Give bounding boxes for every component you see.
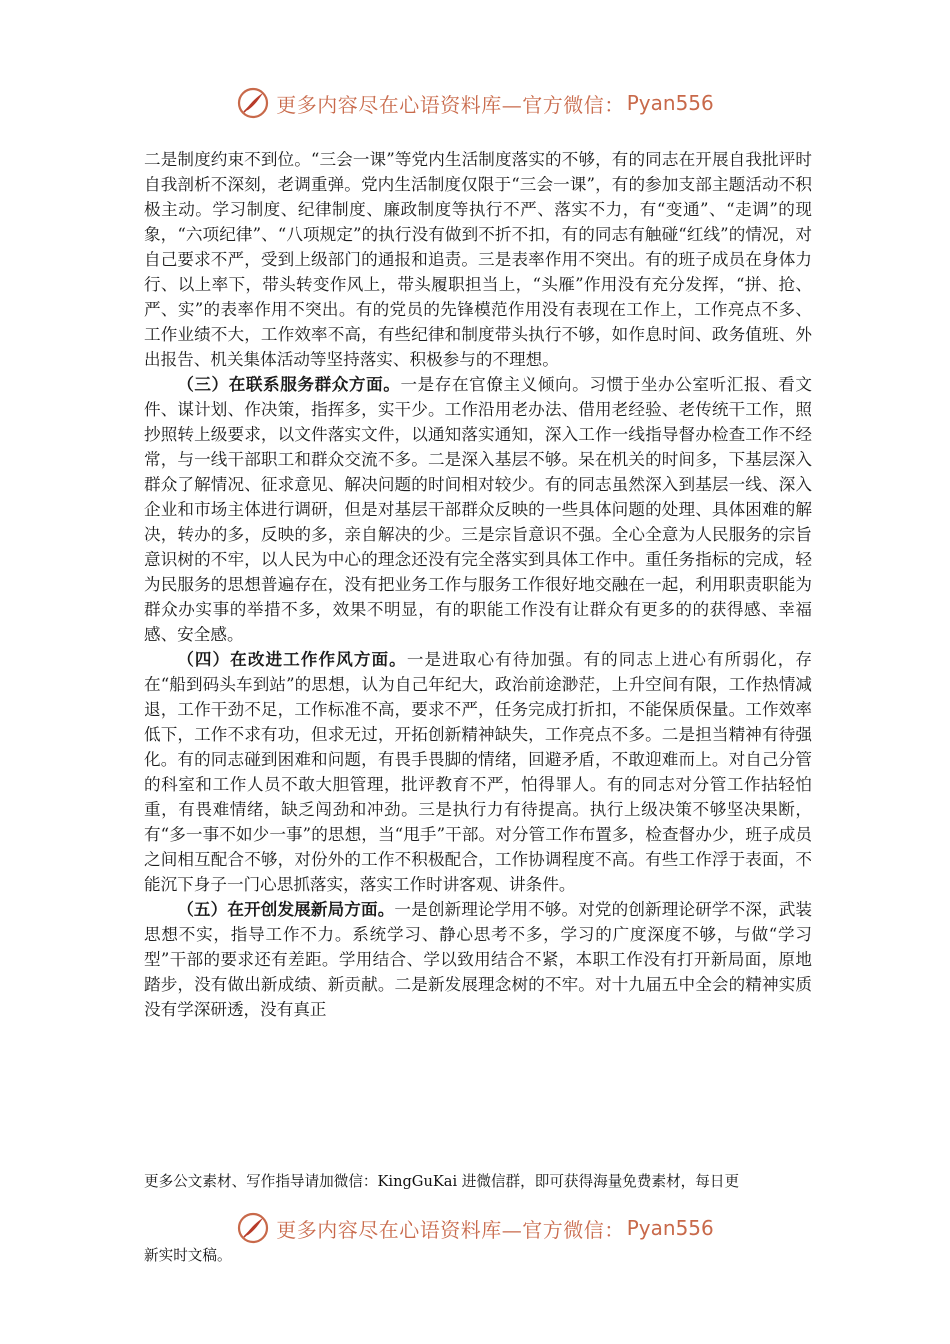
paragraph xyxy=(144,897,812,1022)
section-heading: （四）在改进工作作风方面。 xyxy=(177,649,407,669)
watermark-wechat-id: Pyan556 xyxy=(626,91,714,115)
feather-pen-seal-icon xyxy=(236,1211,270,1245)
watermark-text: 更多内容尽在心语资料库—官方微信： xyxy=(276,92,625,117)
paragraph-text: 一是创新理论学用不够。对党的创新理论研学不深，武装思想不实，指导工作不力。系统学习、静心思考不多，学习的广度深度不够，与做“学习型”干部的要求还有差距。学用结合、学以致用结合不紧，本职工作没有打开新局面，原地踏步，没有做出新成绩、新贡献。二是新发展理念树的不牢。对十九届五中全会的精神实质没有学深研透，没有真正 xyxy=(144,900,813,1019)
watermark-wechat-id: Pyan556 xyxy=(626,1216,714,1240)
feather-pen-seal-icon xyxy=(236,86,270,120)
footer-note-continued: 新实时文稿。 xyxy=(144,1247,232,1264)
header-watermark-banner xyxy=(0,81,950,125)
footer-watermark-banner xyxy=(0,1206,950,1250)
paragraph: 二是制度约束不到位。“三会一课”等党内生活制度落实的不够，有的同志在开展自我批评时自我剖析不深刻，老调重弹。党内生活制度仅限于“三会一课”，有的参加支部主题活动不积极主动。学习制度、纪律制度、廉政制度等执行不严、落实不力，有“变通”、“走调”的现象，“六项纪律”、“八项规定”的执行没有做到不折不扣，有的同志有触碰“红线”的情况，对自己要求不严，受到上级部门的通报和追责。三是表率作用不突出。有的班子成员在身体力行、以上率下，带头转变作风上，带头履职担当上，“头雁”作用没有充分发挥，“拼、抢、严、实”的表率作用不突出。有的党员的先锋模范作用没有表现在工作上，工作亮点不多、工作业绩不大，工作效率不高，有些纪律和制度带头执行不够，如作息时间、政务值班、外出报告、机关集体活动等坚持落实、积极参与的不理想。 xyxy=(144,150,812,369)
watermark-text: 更多内容尽在心语资料库—官方微信： xyxy=(276,1217,625,1242)
paragraph-text: 一是进取心有待加强。有的同志上进心有所弱化，存在“船到码头车到站”的思想，认为自己年纪大，政治前途渺茫，上升空间有限，工作热情减退，工作干劲不足，工作标准不高，要求不严，任务完成打折扣，不能保质保量。工作效率低下，工作不求有功，但求无过，开拓创新精神缺失，工作亮点不多。二是担当精神有待强化。有的同志碰到困难和问题，有畏手畏脚的情绪，回避矛盾，不敢迎难而上。对自己分管的科室和工作人员不敢大胆管理，批评教育不严，怕得罪人。有的同志对分管工作拈轻怕重，有畏难情绪，缺乏闯劲和冲劲。三是执行力有待提高。执行上级决策不够坚决果断，有“多一事不如少一事”的思想，当“甩手”干部。对分管工作布置多，检查督办少，班子成员之间相互配合不够，对份外的工作不积极配合，工作协调程度不高。有些工作浮于表面，不能沉下身子一门心思抓落实，落实工作时讲客观、讲条件。 xyxy=(144,650,812,894)
paragraph xyxy=(144,647,812,897)
paragraph xyxy=(144,372,812,647)
footer-note: 更多公文素材、写作指导请加微信：KingGuKai 进微信群，即可获得海量免费素材，每日更 xyxy=(144,1173,740,1190)
paragraph-text: 一是存在官僚主义倾向。习惯于坐办公室听汇报、看文件、谋计划、作决策，指挥多，实干少。工作沿用老办法、借用老经验、老传统干工作，照抄照转上级要求，以文件落实文件，以通知落实通知，深入工作一线指导督办检查工作不经常，与一线干部职工和群众交流不多。二是深入基层不够。呆在机关的时间多，下基层深入群众了解情况、征求意见、解决问题的时间相对较少。有的同志虽然深入到基层一线、深入企业和市场主体进行调研，但是对基层干部群众反映的一些具体问题的处理、具体困难的解决，转办的多，反映的多，亲自解决的少。三是宗旨意识不强。全心全意为人民服务的宗旨意识树的不牢，以人民为中心的理念还没有完全落实到具体工作中。重任务指标的完成，轻为民服务的思想普遍存在，没有把业务工作与服务工作很好地交融在一起，利用职责职能为群众办实事的举措不多，效果不明显，有的职能工作没有让群众有更多的的获得感、幸福感、安全感。 xyxy=(144,375,813,644)
section-heading: （三）在联系服务群众方面。 xyxy=(177,374,401,394)
section-heading: （五）在开创发展新局方面。 xyxy=(177,899,395,919)
document-body xyxy=(144,147,812,1022)
